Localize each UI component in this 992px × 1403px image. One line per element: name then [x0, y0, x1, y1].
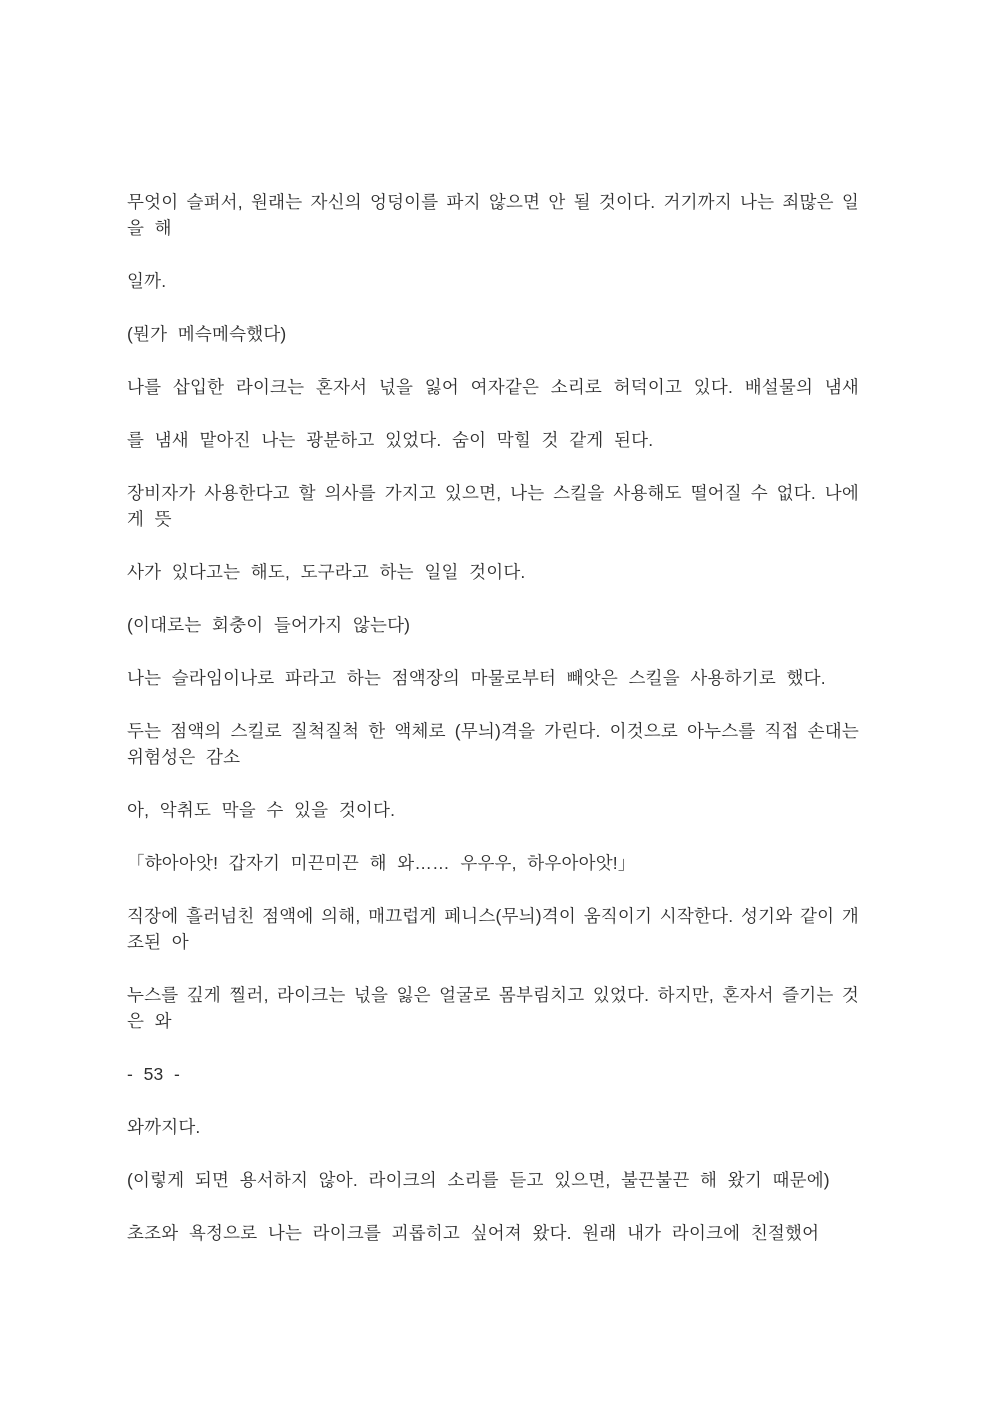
text-line: 위험성은 감소: [127, 747, 241, 767]
text-line: 일까.: [127, 271, 167, 291]
text-line: 을 해: [127, 218, 172, 238]
text-line: 사가 있다고는 해도, 도구라고 하는 일일 것이다.: [127, 562, 526, 582]
text-line: 나는 슬라임이나로 파라고 하는 점액장의 마물로부터 빼앗은 스킬을 사용하기로 했다.: [127, 668, 826, 688]
text-line: 나를 삽입한 라이크는 혼자서 넋을 잃어 여자같은 소리로 허덕이고 있다. 배설물의 냄새: [127, 377, 859, 397]
paragraph: [127, 982, 859, 1034]
paragraph: [127, 1167, 859, 1193]
text-line: 직장에 흘러넘친 점액에 의해, 매끄럽게 페니스(무늬)격이 움직이기 시작한다. 성기와 같이 개: [127, 906, 859, 926]
paragraph: [127, 321, 859, 347]
page-number: - 53 -: [127, 1064, 181, 1084]
paragraph: [127, 797, 859, 823]
text-line: 은 와: [127, 1011, 172, 1031]
text-line: 게 뜻: [127, 509, 172, 529]
paragraph: [127, 665, 859, 691]
paragraph: [127, 427, 859, 453]
text-line: 초조와 욕정으로 나는 라이크를 괴롭히고 싶어져 왔다. 원래 내가 라이크에 친절했어: [127, 1223, 820, 1243]
paragraph: [127, 189, 859, 241]
paragraph: [127, 850, 859, 876]
paragraph: [127, 374, 859, 400]
text-line: 와까지다.: [127, 1117, 201, 1137]
paragraph: [127, 1220, 859, 1246]
paragraph: [127, 718, 859, 770]
paragraph: [127, 903, 859, 955]
text-line: 누스를 깊게 찔러, 라이크는 넋을 잃은 얼굴로 몸부림치고 있었다. 하지만, 혼자서 즐기는 것: [127, 985, 859, 1005]
text-line: 아, 악취도 막을 수 있을 것이다.: [127, 800, 396, 820]
page-number-paragraph: [127, 1061, 859, 1087]
text-line: (이렇게 되면 용서하지 않아. 라이크의 소리를 듣고 있으면, 불끈불끈 해 왔기 때문에): [127, 1170, 830, 1190]
text-line: 장비자가 사용한다고 할 의사를 가지고 있으면, 나는 스킬을 사용해도 떨어질 수 없다. 나에: [127, 483, 859, 503]
paragraph: [127, 559, 859, 585]
text-line: 를 냄새 맡아진 나는 광분하고 있었다. 숨이 막힐 것 같게 된다.: [127, 430, 654, 450]
text-line: 두는 점액의 스킬로 질척질척 한 액체로 (무늬)격을 가린다. 이것으로 아누스를 직접 손대는: [127, 721, 859, 741]
text-line: (이대로는 회충이 들어가지 않는다): [127, 615, 411, 635]
paragraph: [127, 268, 859, 294]
text-line: (뭔가 메슥메슥했다): [127, 324, 287, 344]
text-line: 조된 아: [127, 932, 189, 952]
paragraph: [127, 480, 859, 532]
paragraph: [127, 612, 859, 638]
paragraph: [127, 1114, 859, 1140]
text-line: 무엇이 슬퍼서, 원래는 자신의 엉덩이를 파지 않으면 안 될 것이다. 거기까지 나는 죄많은 일: [127, 192, 859, 212]
document-text-block: [127, 189, 859, 1273]
text-line: 「햐아아앗! 갑자기 미끈미끈 해 와…… 우우우, 하우아아앗!」: [127, 853, 636, 873]
